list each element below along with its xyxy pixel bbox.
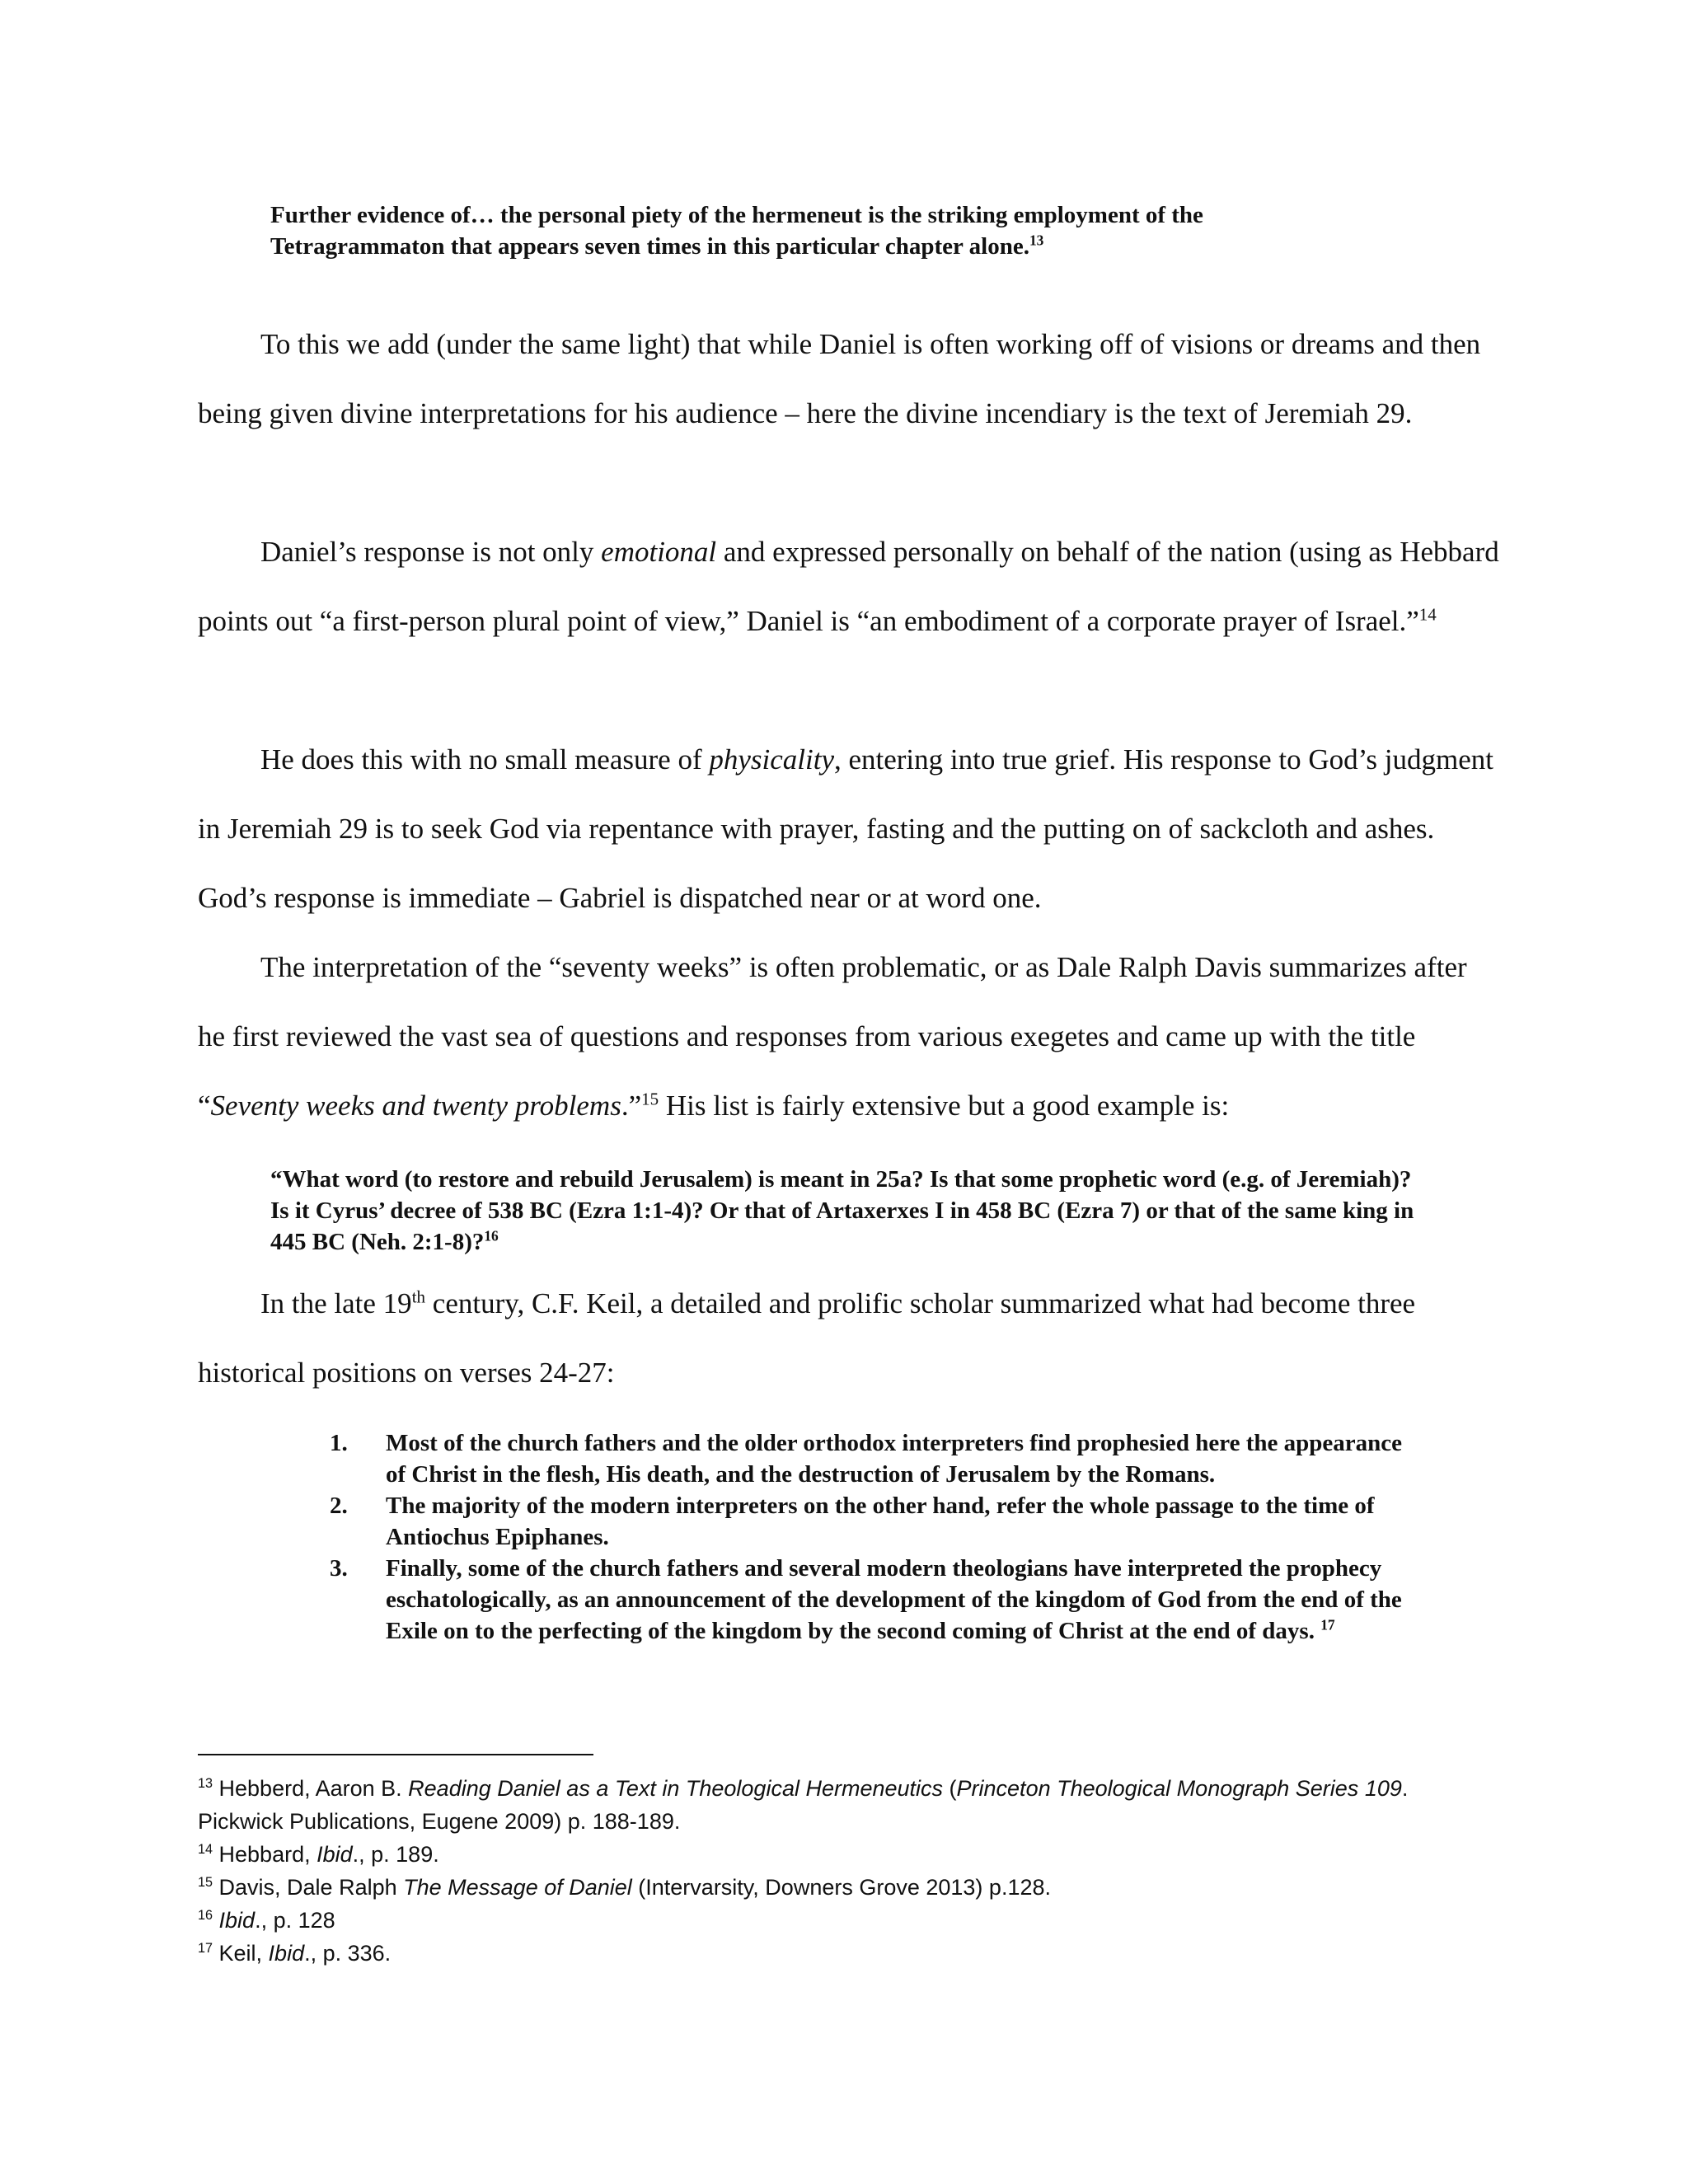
list-text: Most of the church fathers and the older orthodox interpreters find prophesied here the appearance of Christ in the flesh, His death, and the destruction of Jerusalem by the Romans.: [386, 1430, 1402, 1488]
quote-text: Further evidence of… the personal piety of the hermeneut is the striking employment of the Tetragrammaton that appears seven times in this particular chapter alone.: [270, 202, 1203, 260]
paragraph-text: Daniel’s response is not only: [260, 536, 602, 568]
paragraph-text: .”: [621, 1090, 642, 1122]
list-number: 2.: [330, 1493, 348, 1519]
footnote-ref: 16: [484, 1227, 499, 1244]
footnote-title: The Message of Daniel: [403, 1875, 632, 1900]
superscript: th: [411, 1286, 426, 1307]
footnote-14: [198, 1838, 1484, 1871]
footnote-title: Reading Daniel as a Text in Theological Hermeneutics: [408, 1776, 944, 1801]
footnote-title: Ibid: [268, 1941, 305, 1966]
footnote-ref: 13: [1029, 232, 1044, 249]
footnote-text: Keil,: [213, 1941, 269, 1966]
footnote-text: Hebberd, Aaron B.: [213, 1776, 409, 1801]
footnote-15: [198, 1871, 1484, 1904]
footnote-number: 15: [198, 1875, 213, 1890]
quote-text: “What word (to restore and rebuild Jerusalem) is meant in 25a? Is that some prophetic word (e.g. of Jeremiah)? Is it Cyrus’ decree of 538 BC (Ezra 1:1-4)? Or that of Artaxerxes I in 458 BC (Ezra 7) or that of the same king in 445 BC (Neh. 2:1-8)?: [270, 1166, 1414, 1255]
block-quote-piety: [270, 199, 1358, 262]
list-item: [330, 1553, 1426, 1647]
footnote-17: [198, 1937, 1484, 1970]
paragraph-text: and expressed personally on behalf of the nation (using as Hebbard points out “a first-person plural point of view,” Daniel is “an embodiment of a corporate prayer of Israel.”: [198, 536, 1499, 637]
footnote-ref: 15: [641, 1089, 659, 1109]
footnote-ref: 17: [1320, 1616, 1335, 1633]
paragraph-text: To this we add (under the same light) that while Daniel is often working off of visions or dreams and then being given divine interpretations for his audience – here the divine incendiary is the text of Jeremiah 29.: [198, 328, 1481, 429]
footnote-text: Davis, Dale Ralph: [213, 1875, 404, 1900]
footnote-text: ., p. 189.: [352, 1842, 439, 1867]
list-number: 3.: [330, 1555, 348, 1582]
paragraph-text: century, C.F. Keil, a detailed and prolific scholar summarized what had become three historical positions on verses 24-27:: [198, 1287, 1416, 1389]
footnote-ref: 14: [1418, 604, 1437, 625]
footnote-text: (: [943, 1776, 957, 1801]
paragraph-keil: [198, 1269, 1500, 1408]
paragraph-physicality: [198, 725, 1500, 933]
paragraph-text: He does this with no small measure of: [260, 743, 710, 776]
paragraph-text: His list is fairly extensive but a good example is:: [659, 1090, 1230, 1122]
list-item: [330, 1427, 1426, 1490]
footnote-number: 16: [198, 1908, 213, 1923]
footnote-number: 13: [198, 1776, 213, 1791]
emphasis-text: Seventy weeks and twenty problems: [210, 1090, 621, 1122]
footnote-text: ., p. 336.: [304, 1941, 392, 1966]
paragraph-seventy-weeks: [198, 933, 1500, 1141]
footnote-series: Princeton Theological Monograph Series 109: [956, 1776, 1402, 1801]
block-quote-davis: [270, 1164, 1424, 1258]
footnote-text: [213, 1908, 219, 1933]
footnote-text: . Pickwick Publications, Eugene 2009) p. 188-189.: [198, 1776, 1409, 1834]
list-text: The majority of the modern interpreters on the other hand, refer the whole passage to the time of Antiochus Epiphanes.: [386, 1493, 1375, 1550]
list-number: 1.: [330, 1430, 348, 1456]
footnote-13: [198, 1772, 1484, 1838]
footnotes: [198, 1772, 1484, 1970]
paragraph-text: In the late 19: [260, 1287, 412, 1319]
paragraph-response: [198, 518, 1500, 656]
positions-list: [330, 1427, 1426, 1647]
footnote-title: Ibid: [316, 1842, 353, 1867]
list-item: [330, 1490, 1426, 1553]
paragraph-text: The interpretation of the “seventy weeks” is often problematic, or as Dale Ralph Davis summarizes after he first reviewed the vast sea of questions and responses from various exegetes and came up with the title “: [198, 951, 1467, 1122]
footnote-number: 17: [198, 1941, 213, 1956]
list-text: Finally, some of the church fathers and several modern theologians have interpreted the prophecy eschatologically, as an announcement of the development of the kingdom of God from the end of the Exile on to the perfecting of the kingdom by the second coming of Christ at the end of days.: [386, 1555, 1402, 1644]
footnote-text: ., p. 128: [255, 1908, 335, 1933]
footnote-number: 14: [198, 1842, 213, 1857]
emphasis-text: emotional: [601, 536, 717, 568]
footnote-title: Ibid: [218, 1908, 256, 1933]
paragraph-text: , entering into true grief. His response to God’s judgment in Jeremiah 29 is to seek God via repentance with prayer, fasting and the putting on of sackcloth and ashes. God’s response is immediate – Gabriel is dispatched near or at word one.: [198, 743, 1493, 914]
paragraph-jeremiah: [198, 310, 1500, 448]
emphasis-text: physicality: [709, 743, 834, 776]
footnote-text: Hebbard,: [213, 1842, 317, 1867]
footnote-16: [198, 1904, 1484, 1937]
footnote-text: (Intervarsity, Downers Grove 2013) p.128.: [631, 1875, 1051, 1900]
footnote-separator: [198, 1754, 593, 1755]
